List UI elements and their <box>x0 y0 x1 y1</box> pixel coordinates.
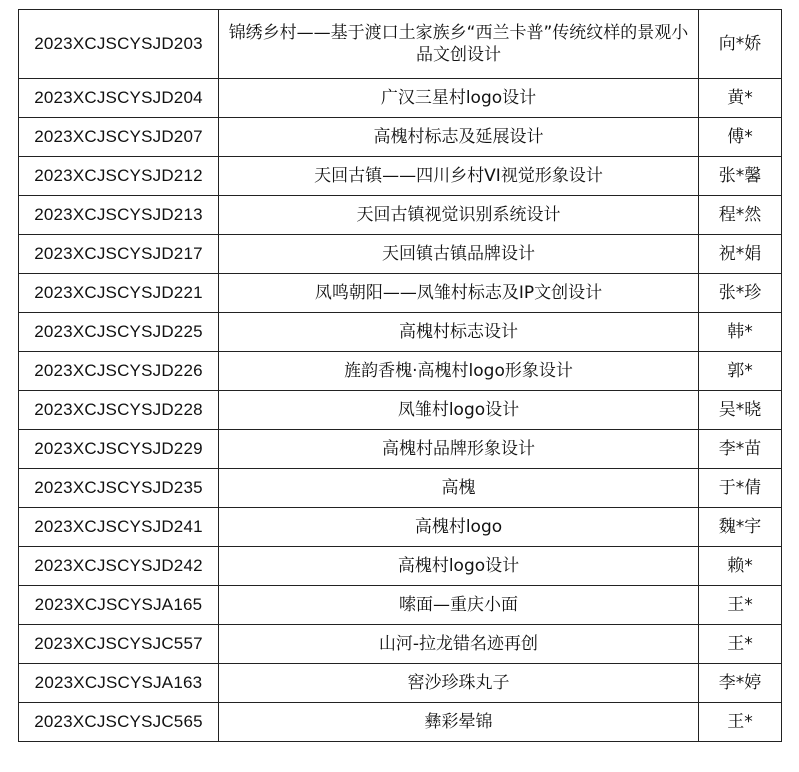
author-name-cell: 于*倩 <box>699 469 782 508</box>
project-id-cell: 2023XCJSCYSJD226 <box>19 352 219 391</box>
table-row <box>19 625 782 664</box>
table-row <box>19 274 782 313</box>
project-id-cell: 2023XCJSCYSJD207 <box>19 118 219 157</box>
project-id-cell: 2023XCJSCYSJD213 <box>19 196 219 235</box>
project-id-cell: 2023XCJSCYSJD217 <box>19 235 219 274</box>
project-title-cell: 天回古镇——四川乡村VI视觉形象设计 <box>219 157 699 196</box>
project-id-cell: 2023XCJSCYSJD221 <box>19 274 219 313</box>
table-row <box>19 430 782 469</box>
project-title-cell: 锦绣乡村——基于渡口土家族乡“西兰卡普”传统纹样的景观小品文创设计 <box>219 10 699 79</box>
table-row <box>19 391 782 430</box>
project-id-cell: 2023XCJSCYSJC557 <box>19 625 219 664</box>
author-name-cell: 郭* <box>699 352 782 391</box>
table-row <box>19 547 782 586</box>
project-id-cell: 2023XCJSCYSJD225 <box>19 313 219 352</box>
project-title-cell: 高槐村品牌形象设计 <box>219 430 699 469</box>
project-id-cell: 2023XCJSCYSJD204 <box>19 79 219 118</box>
project-id-cell: 2023XCJSCYSJD228 <box>19 391 219 430</box>
author-name-cell: 张*馨 <box>699 157 782 196</box>
author-name-cell: 向*娇 <box>699 10 782 79</box>
author-name-cell: 祝*娟 <box>699 235 782 274</box>
table-row <box>19 196 782 235</box>
author-name-cell: 黄* <box>699 79 782 118</box>
project-title-cell: 高槐村logo <box>219 508 699 547</box>
project-id-cell: 2023XCJSCYSJD242 <box>19 547 219 586</box>
table-row <box>19 313 782 352</box>
results-table <box>18 9 782 742</box>
table-row <box>19 352 782 391</box>
author-name-cell: 李*婷 <box>699 664 782 703</box>
author-name-cell: 王* <box>699 586 782 625</box>
author-name-cell: 王* <box>699 703 782 742</box>
author-name-cell: 张*珍 <box>699 274 782 313</box>
project-title-cell: 高槐村标志设计 <box>219 313 699 352</box>
project-title-cell: 天回古镇视觉识别系统设计 <box>219 196 699 235</box>
table-row <box>19 79 782 118</box>
table-row <box>19 118 782 157</box>
author-name-cell: 赖* <box>699 547 782 586</box>
project-id-cell: 2023XCJSCYSJC565 <box>19 703 219 742</box>
project-title-cell: 嗦面—重庆小面 <box>219 586 699 625</box>
author-name-cell: 吴*晓 <box>699 391 782 430</box>
table-row <box>19 157 782 196</box>
project-id-cell: 2023XCJSCYSJD212 <box>19 157 219 196</box>
project-title-cell: 旌韵香槐·高槐村logo形象设计 <box>219 352 699 391</box>
author-name-cell: 韩* <box>699 313 782 352</box>
results-table-container <box>18 9 781 742</box>
table-row <box>19 508 782 547</box>
project-title-cell: 天回镇古镇品牌设计 <box>219 235 699 274</box>
table-row <box>19 10 782 79</box>
project-title-cell: 窖沙珍珠丸子 <box>219 664 699 703</box>
project-id-cell: 2023XCJSCYSJA165 <box>19 586 219 625</box>
project-title-cell: 彝彩晕锦 <box>219 703 699 742</box>
table-row <box>19 586 782 625</box>
project-title-cell: 高槐村标志及延展设计 <box>219 118 699 157</box>
table-row <box>19 664 782 703</box>
table-row <box>19 469 782 508</box>
project-id-cell: 2023XCJSCYSJD241 <box>19 508 219 547</box>
author-name-cell: 傅* <box>699 118 782 157</box>
project-title-cell: 广汉三星村logo设计 <box>219 79 699 118</box>
author-name-cell: 李*苗 <box>699 430 782 469</box>
author-name-cell: 程*然 <box>699 196 782 235</box>
project-id-cell: 2023XCJSCYSJD235 <box>19 469 219 508</box>
project-id-cell: 2023XCJSCYSJA163 <box>19 664 219 703</box>
project-title-cell: 凤鸣朝阳——凤雏村标志及IP文创设计 <box>219 274 699 313</box>
project-title-cell: 高槐 <box>219 469 699 508</box>
author-name-cell: 魏*宇 <box>699 508 782 547</box>
project-title-cell: 凤雏村logo设计 <box>219 391 699 430</box>
project-title-cell: 山河-拉龙错名迹再创 <box>219 625 699 664</box>
author-name-cell: 王* <box>699 625 782 664</box>
project-id-cell: 2023XCJSCYSJD203 <box>19 10 219 79</box>
table-row <box>19 235 782 274</box>
project-id-cell: 2023XCJSCYSJD229 <box>19 430 219 469</box>
project-title-cell: 高槐村logo设计 <box>219 547 699 586</box>
table-row <box>19 703 782 742</box>
